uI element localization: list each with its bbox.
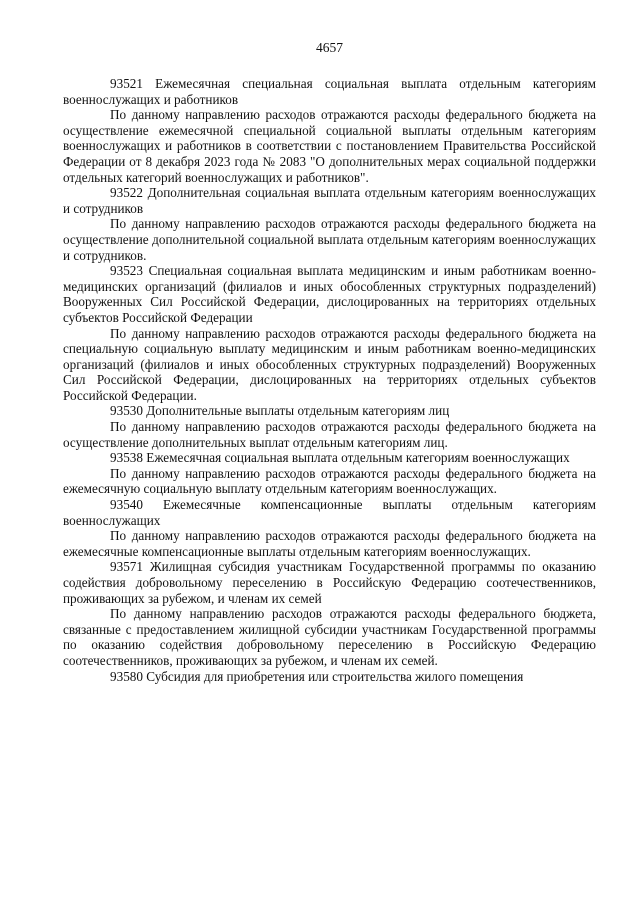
- page-number: 4657: [316, 40, 343, 55]
- section-heading-93521: 93521 Ежемесячная специальная социальная выплата отдельным категориям военнослужащих и работников: [63, 76, 596, 107]
- paragraph: По данному направлению расходов отражаются расходы федерального бюджета на ежемесячную социальную выплату отдельным категориям военнослужащих.: [63, 465, 596, 497]
- section-heading-93522: 93522 Дополнительная социальная выплата отдельным категориям военнослужащих и сотрудников: [63, 185, 596, 216]
- document-body: [63, 76, 596, 684]
- section-heading-93580: 93580 Субсидия для приобретения или строительства жилого помещения: [110, 668, 524, 684]
- paragraph: По данному направлению расходов отражаются расходы федерального бюджета на осуществление дополнительных выплат отдельным категориям лиц.: [63, 419, 596, 450]
- section-heading-93530: 93530 Дополнительные выплаты отдельным категориям лиц: [110, 403, 450, 419]
- section-heading-93540: 93540 Ежемесячные компенсационные выплаты отдельным категориям военнослужащих: [63, 497, 596, 528]
- paragraph: По данному направлению расходов отражаются расходы федерального бюджета на ежемесячные компенсационные выплаты отдельным категориям военнослужащих.: [63, 528, 596, 559]
- paragraph: По данному направлению расходов отражаются расходы федерального бюджета на осуществление ежемесячной специальной социальной выплаты отдельным категориям военнослужащих и работников в соответствии с постановлением Правительства Российской Федерации от 8 декабря 2023 года № 2083 "О дополнительных мерах социальной поддержки отдельных категорий военнослужащих и работников".: [63, 107, 596, 185]
- paragraph: По данному направлению расходов отражаются расходы федерального бюджета, связанные с предоставлением жилищной субсидии участникам Государственной программы по оказанию содействия добровольному переселению в Российскую Федерацию соотечественников, проживающих за рубежом, и членам их семей.: [63, 606, 596, 668]
- section-heading-93523: 93523 Специальная социальная выплата медицинским и иным работникам военно-медицинских организаций (филиалов и иных обособленных структурных подразделений) Вооруженных Сил Российской Федерации, дислоцированных на территориях отдельных субъектов Российской Федерации: [63, 263, 596, 325]
- section-heading-93538: 93538 Ежемесячная социальная выплата отдельным категориям военнослужащих: [110, 450, 570, 466]
- section-heading-93571: 93571 Жилищная субсидия участникам Государственной программы по оказанию содействия добровольному переселению в Российскую Федерацию соотечественников, проживающих за рубежом, и членам их семей: [63, 559, 596, 606]
- paragraph: По данному направлению расходов отражаются расходы федерального бюджета на специальную социальную выплату медицинским и иным работникам военно-медицинских организаций (филиалов и иных обособленных структурных подразделений) Вооруженных Сил Российской Федерации, дислоцированных на территориях отдельных субъектов Российской Федерации.: [63, 325, 596, 403]
- paragraph: По данному направлению расходов отражаются расходы федерального бюджета на осуществление дополнительной социальной выплата отдельным категориям военнослужащих и сотрудников.: [63, 216, 596, 263]
